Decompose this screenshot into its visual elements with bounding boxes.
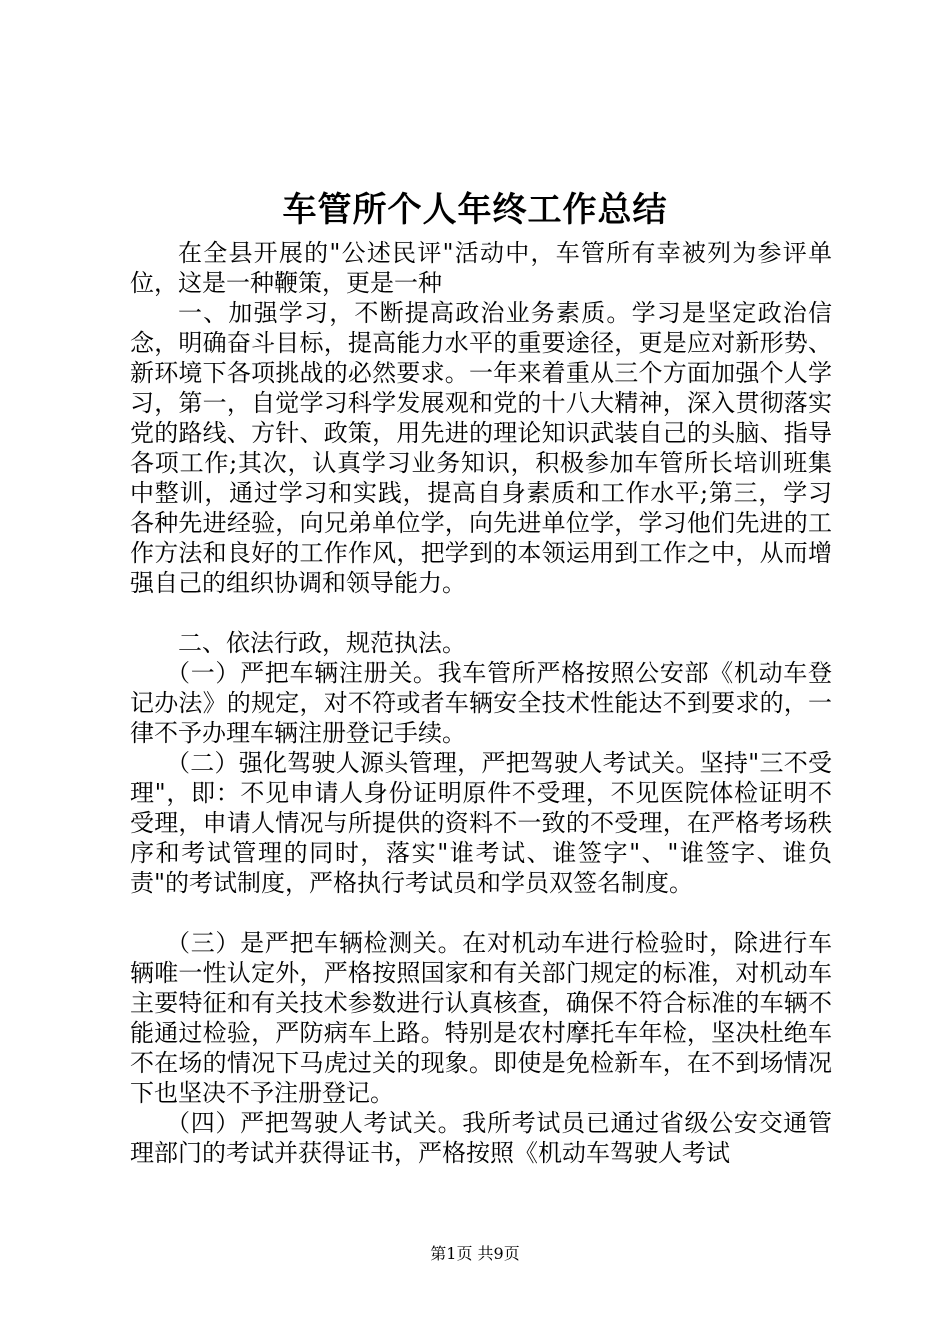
paragraph-section-two-heading: 二、依法行政，规范执法。 — [178, 629, 466, 657]
document-body — [130, 238, 832, 1168]
paragraph-spacer — [130, 598, 832, 628]
paragraph-driver-management: （二）强化驾驶人源头管理，严把驾驶人考试关。坚持"三不受理"，即：不见申请人身份证明原件不受理，不见医院体检证明不受理，申请人情况与所提供的资料不一致的不受理，在严格考场秩序和考试管理的同时，落实"谁考试、谁签字"、"谁签字、谁负责"的考试制度，严格执行考试员和学员双签名制度。 — [130, 749, 832, 897]
paragraph-registration: （一）严把车辆注册关。我车管所严格按照公安部《机动车登记办法》的规定，对不符或者车辆安全技术性能达不到要求的，一律不予办理车辆注册登记手续。 — [130, 659, 832, 747]
paragraph-study: 一、加强学习，不断提高政治业务素质。学习是坚定政治信念，明确奋斗目标，提高能力水平的重要途径，更是应对新形势、新环境下各项挑战的必然要求。一年来着重从三个方面加强个人学习，第一，自觉学习科学发展观和党的十八大精神，深入贯彻落实党的路线、方针、政策，用先进的理论知识武装自己的头脑、指导各项工作;其次，认真学习业务知识，积极参加车管所长培训班集中整训，通过学习和实践，提高自身素质和工作水平;第三，学习各种先进经验，向兄弟单位学，向先进单位学，学习他们先进的工作方法和良好的工作作风，把学到的本领运用到工作之中，从而增强自己的组织协调和领导能力。 — [130, 299, 832, 597]
paragraph-vehicle-inspection: （三）是严把车辆检测关。在对机动车进行检验时，除进行车辆唯一性认定外，严格按照国家和有关部门规定的标准，对机动车主要特征和有关技术参数进行认真核查，确保不符合标准的车辆不能通过检验，严防病车上路。特别是农村摩托车年检，坚决杜绝车不在场的情况下马虎过关的现象。即使是免检新车，在不到场情况下也坚决不予注册登记。 — [130, 929, 832, 1107]
page-number-footer: 第1页 共9页 — [430, 1244, 520, 1263]
paragraph-intro: 在全县开展的"公述民评"活动中，车管所有幸被列为参评单位，这是一种鞭策，更是一种 — [130, 239, 832, 297]
paragraph-spacer — [130, 898, 832, 928]
paragraph-driver-exam: （四）严把驾驶人考试关。我所考试员已通过省级公安交通管理部门的考试并获得证书，严格按照《机动车驾驶人考试 — [130, 1109, 832, 1167]
document-title: 车管所个人年终工作总结 — [282, 190, 668, 230]
